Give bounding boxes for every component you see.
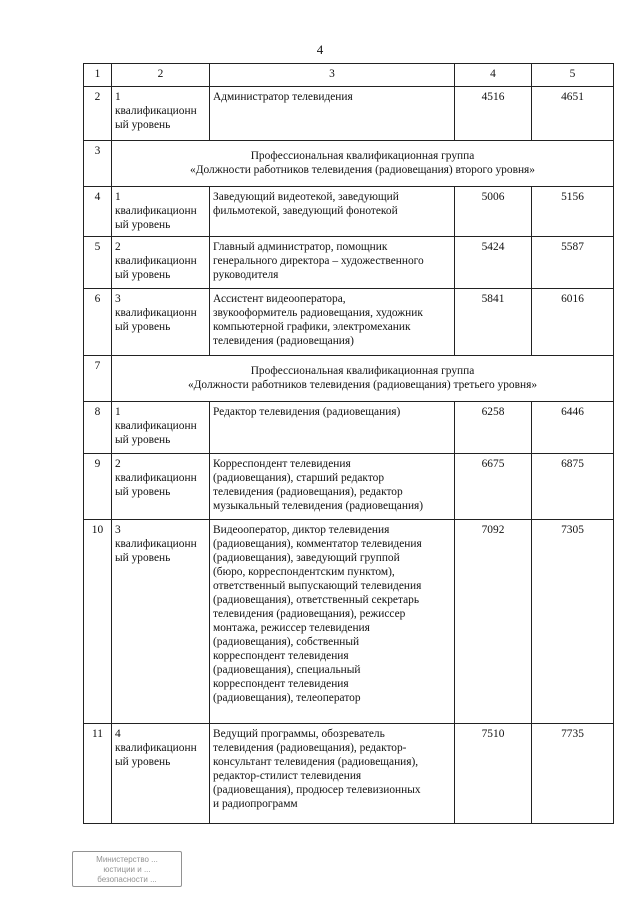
header-cell: 1 (84, 64, 112, 87)
table-row (84, 454, 614, 520)
table-row (84, 289, 614, 356)
table-row (84, 237, 614, 289)
salary-value-col4: 5006 (455, 187, 532, 237)
qualification-level: 1 квалификационн ый уровень (112, 187, 210, 237)
positions-list: Видеооператор, диктор телевидения (радиовещания), комментатор телевидения (радиовещания), заведующий группой (бюро, корреспондентским пунктом), ответственный выпускающий телевидения (радиовещания), ответственный секретарь телевидения (радиовещания), режиссер монтажа, режиссер телевидения (радиовещания), собственный корреспондент телевидения (радиовещания), специальный корреспондент телевидения (радиовещания), телеоператор (210, 520, 455, 724)
table-row (84, 87, 614, 141)
salary-table-body (84, 64, 614, 824)
salary-value-col5: 6016 (532, 289, 614, 356)
row-number: 10 (84, 520, 112, 724)
qualification-level: 3 квалификационн ый уровень (112, 520, 210, 724)
salary-value-col4: 5424 (455, 237, 532, 289)
ministry-stamp: Министерство ... юстиции и ... безопасности ... (72, 851, 182, 887)
salary-value-col4: 7510 (455, 724, 532, 824)
row-number: 6 (84, 289, 112, 356)
salary-value-col5: 6875 (532, 454, 614, 520)
table-row (84, 520, 614, 724)
row-number: 9 (84, 454, 112, 520)
salary-value-col5: 6446 (532, 402, 614, 454)
table-header-row (84, 64, 614, 87)
qualification-level: 2 квалификационн ый уровень (112, 237, 210, 289)
row-number: 3 (84, 141, 112, 187)
positions-list: Ассистент видеооператора, звукооформитель радиовещания, художник компьютерной графики, электромеханик телевидения (радиовещания) (210, 289, 455, 356)
qualification-level: 1 квалификационн ый уровень (112, 87, 210, 141)
salary-value-col5: 7305 (532, 520, 614, 724)
qualification-level: 3 квалификационн ый уровень (112, 289, 210, 356)
row-number: 5 (84, 237, 112, 289)
salary-value-col5: 7735 (532, 724, 614, 824)
row-number: 11 (84, 724, 112, 824)
header-cell: 5 (532, 64, 614, 87)
header-cell: 2 (112, 64, 210, 87)
group-row (84, 356, 614, 402)
row-number: 2 (84, 87, 112, 141)
salary-value-col5: 5587 (532, 237, 614, 289)
positions-list: Заведующий видеотекой, заведующий фильмотекой, заведующий фонотекой (210, 187, 455, 237)
salary-value-col5: 4651 (532, 87, 614, 141)
table-row (84, 724, 614, 824)
positions-list: Ведущий программы, обозреватель телевидения (радиовещания), редактор- консультант телевидения (радиовещания), редактор-стилист телевидения (радиовещания), продюсер телевизионных и радиопрограмм (210, 724, 455, 824)
qualification-level: 1 квалификационн ый уровень (112, 402, 210, 454)
header-cell: 3 (210, 64, 455, 87)
group-row (84, 141, 614, 187)
group-title: Профессиональная квалификационная группа «Должности работников телевидения (радиовещания) второго уровня» (112, 141, 614, 187)
row-number: 4 (84, 187, 112, 237)
salary-value-col4: 6675 (455, 454, 532, 520)
group-title: Профессиональная квалификационная группа «Должности работников телевидения (радиовещания) третьего уровня» (112, 356, 614, 402)
salary-value-col4: 4516 (455, 87, 532, 141)
positions-list: Главный администратор, помощник генерального директора – художественного руководителя (210, 237, 455, 289)
salary-value-col5: 5156 (532, 187, 614, 237)
table-row (84, 402, 614, 454)
salary-value-col4: 6258 (455, 402, 532, 454)
row-number: 8 (84, 402, 112, 454)
row-number: 7 (84, 356, 112, 402)
positions-list: Корреспондент телевидения (радиовещания), старший редактор телевидения (радиовещания), редактор музыкальный телевидения (радиовещания) (210, 454, 455, 520)
page-number: 4 (316, 42, 324, 57)
salary-table (83, 63, 614, 824)
qualification-level: 4 квалификационн ый уровень (112, 724, 210, 824)
salary-value-col4: 7092 (455, 520, 532, 724)
positions-list: Администратор телевидения (210, 87, 455, 141)
qualification-level: 2 квалификационн ый уровень (112, 454, 210, 520)
salary-value-col4: 5841 (455, 289, 532, 356)
header-cell: 4 (455, 64, 532, 87)
table-row (84, 187, 614, 237)
positions-list: Редактор телевидения (радиовещания) (210, 402, 455, 454)
